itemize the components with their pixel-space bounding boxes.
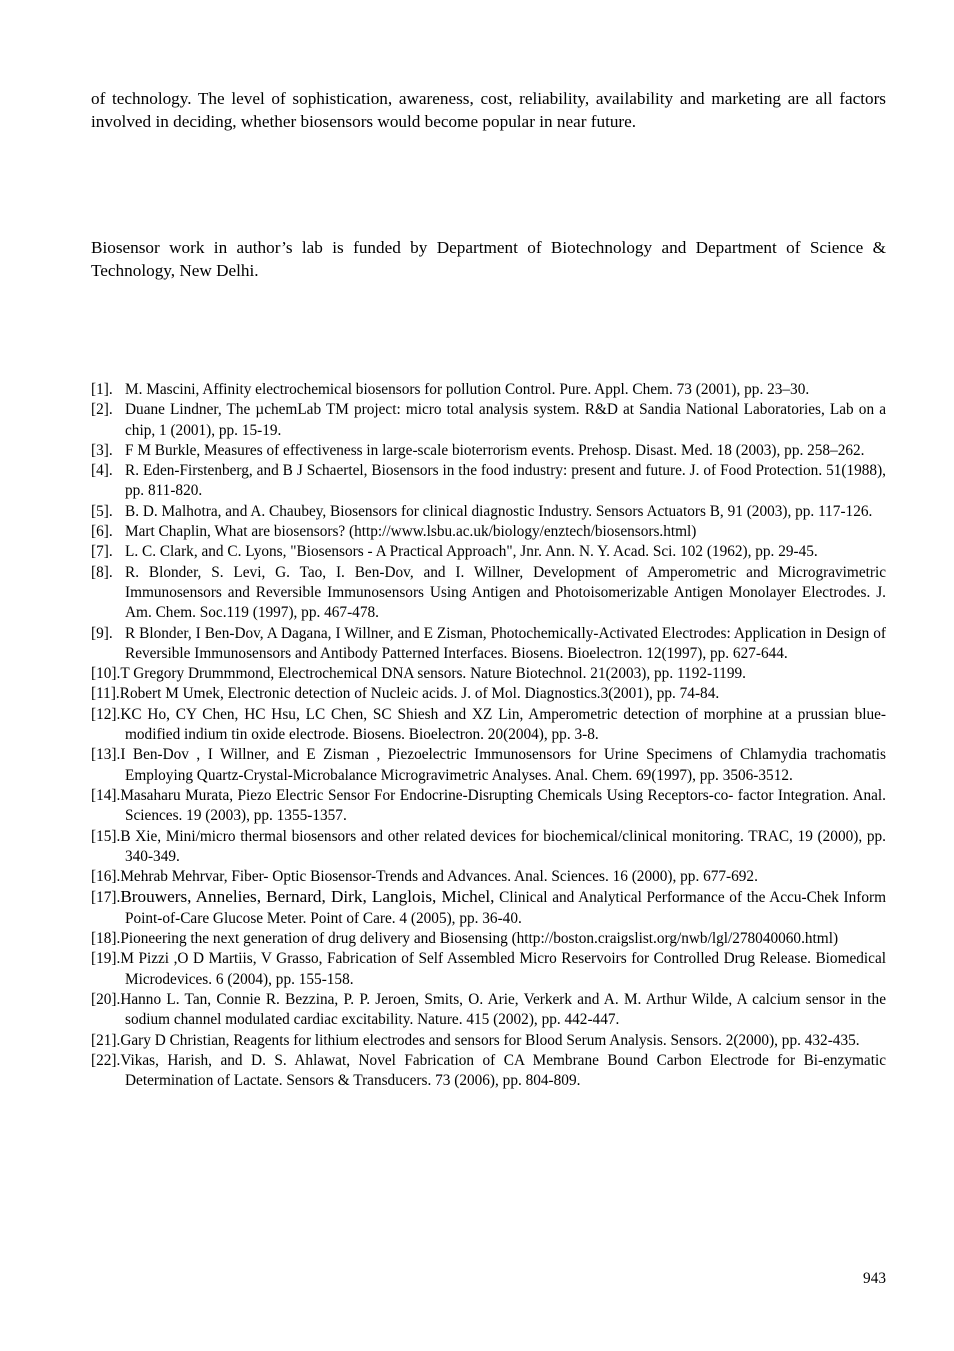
reference-number: [20]. bbox=[91, 990, 121, 1008]
reference-item bbox=[91, 542, 886, 562]
acknowledgement-paragraph: Biosensor work in author’s lab is funded by Department of Biotechnology and Department of Science & Technology, New Delhi. bbox=[91, 238, 886, 280]
body-paragraph: of technology. The level of sophistication, awareness, cost, reliability, availability and marketing are all factors involved in deciding, whether biosensors would become popular in near future. bbox=[91, 89, 886, 131]
page-content bbox=[91, 88, 886, 1091]
reference-number: [21]. bbox=[91, 1031, 121, 1049]
reference-text: M Pizzi ,O D Martiis, V Grasso, Fabrication of Self Assembled Micro Reservoirs for Controlled Drug Release. Biomedical Microdevices. 6 (2004), pp. 155-158. bbox=[120, 950, 886, 988]
reference-item bbox=[91, 867, 886, 887]
reference-number: [3]. bbox=[91, 441, 113, 459]
reference-number: [8]. bbox=[91, 563, 113, 581]
reference-number: [4]. bbox=[91, 462, 113, 480]
reference-number: [17]. bbox=[91, 889, 121, 907]
reference-number: [10]. bbox=[91, 665, 121, 683]
reference-number: [12]. bbox=[91, 705, 121, 723]
reference-authors: Brouwers, Annelies, Bernard, Dirk, Langlois, Michel, bbox=[120, 887, 495, 907]
reference-item bbox=[91, 684, 886, 704]
reference-text: KC Ho, CY Chen, HC Hsu, LC Chen, SC Shiesh and XZ Lin, Amperometric detection of morphine at a prussian blue- modified indium tin oxide electrode. Biosens. Bioelectron. 20(2004), pp. 3-8. bbox=[120, 705, 886, 744]
reference-item bbox=[91, 786, 886, 827]
reference-item bbox=[91, 624, 886, 665]
reference-item bbox=[91, 705, 886, 746]
reference-item bbox=[91, 990, 886, 1031]
reference-item bbox=[91, 400, 886, 441]
page-number: 943 bbox=[863, 1270, 886, 1287]
reference-text: Pioneering the next generation of drug delivery and Biosensing (http://boston.craigslist.org/nwb/lgl/278040060.html) bbox=[120, 930, 839, 948]
reference-number: [2]. bbox=[91, 401, 113, 419]
reference-number: [1]. bbox=[91, 381, 113, 398]
reference-item bbox=[91, 745, 886, 786]
reference-text: R Blonder, I Ben-Dov, A Dagana, I Willner, and E Zisman, Photochemically-Activated Electrodes: Application in Design of Reversible Immunosensors and Antibody Patterned Interfaces. Biosens. Bioelectron. 12(1997), pp. 627-644. bbox=[125, 624, 886, 662]
reference-number: [16]. bbox=[91, 868, 121, 886]
reference-item bbox=[91, 1031, 886, 1051]
reference-number: [19]. bbox=[91, 950, 121, 968]
reference-number: [18]. bbox=[91, 930, 121, 948]
reference-number: [11]. bbox=[91, 685, 120, 703]
reference-number: [13]. bbox=[91, 746, 121, 764]
reference-text: B. D. Malhotra, and A. Chaubey, Biosensors for clinical diagnostic Industry. Sensors Actuators B, 91 (2003), pp. 117-126. bbox=[125, 502, 873, 520]
reference-text: R. Blonder, S. Levi, G. Tao, I. Ben-Dov, and I. Willner, Development of Amperometric and Microgravimetric Immunosensors and Reversible Immunosensors Using Antigen and Photoisomerizable Antigen Monolayer Electrodes. J. Am. Chem. Soc.119 (1997), pp. 467-478. bbox=[125, 563, 886, 622]
reference-item bbox=[91, 441, 886, 461]
reference-text: F M Burkle, Measures of effectiveness in large-scale bioterrorism events. Prehosp. Disast. Med. 18 (2003), pp. 258–262. bbox=[125, 441, 865, 459]
reference-number: [14]. bbox=[91, 786, 121, 804]
reference-text: Mehrab Mehrvar, Fiber- Optic Biosensor-Trends and Advances. Anal. Sciences. 16 (2000), pp. 677-692. bbox=[120, 868, 758, 886]
reference-text: Mart Chaplin, What are biosensors? (http://www.lsbu.ac.uk/biology/enztech/biosensors.html) bbox=[125, 523, 697, 541]
reference-number: [22]. bbox=[91, 1051, 121, 1069]
reference-item bbox=[91, 563, 886, 624]
reference-item bbox=[91, 827, 886, 868]
reference-text: M. Mascini, Affinity electrochemical biosensors for pollution Control. Pure. Appl. Chem. 73 (2001), pp. 23–30. bbox=[125, 381, 810, 398]
reference-text: Hanno L. Tan, Connie R. Bezzina, P. P. Jeroen, Smits, O. Arie, Verkerk and A. M. Arthur Wilde, A calcium sensor in the sodium channel modulated cardiac excitability. Nature. 415 (2002), pp. 442-447. bbox=[120, 990, 886, 1029]
reference-item bbox=[91, 522, 886, 542]
reference-text: R. Eden-Firstenberg, and B J Schaertel, Biosensors in the food industry: present and future. J. of Food Protection. 51(1988), pp. 811-820. bbox=[125, 462, 886, 500]
reference-number: [7]. bbox=[91, 543, 113, 561]
reference-number: [9]. bbox=[91, 624, 113, 642]
reference-number: [6]. bbox=[91, 523, 113, 541]
reference-item bbox=[91, 502, 886, 522]
reference-item bbox=[91, 664, 886, 684]
reference-text: Gary D Christian, Reagents for lithium electrodes and sensors for Blood Serum Analysis. Sensors. 2(2000), pp. 432-435. bbox=[120, 1031, 860, 1049]
reference-number: [5]. bbox=[91, 502, 113, 520]
reference-item bbox=[91, 461, 886, 502]
reference-text: I Ben-Dov , I Willner, and E Zisman , Piezoelectric Immunosensors for Urine Specimens of Chlamydia trachomatis Employing Quartz-Crystal-Microbalance Microgravimetric Analyses. Anal. Chem. 69(1997), pp. 3506-3512. bbox=[120, 746, 886, 784]
reference-number: [15]. bbox=[91, 827, 121, 845]
reference-text: Vikas, Harish, and D. S. Ahlawat, Novel Fabrication of CA Membrane Bound Carbon Electrode for Bi-enzymatic Determination of Lactate. Sensors & Transducers. 73 (2006), pp. 804-809. bbox=[120, 1051, 886, 1090]
reference-text: T Gregory Drummmond, Electrochemical DNA sensors. Nature Biotechnol. 21(2003), pp. 1192-1199. bbox=[120, 665, 746, 683]
reference-item bbox=[91, 380, 886, 400]
reference-text: Clinical and Analytical Performance of the Accu-Chek Inform Point-of-Care Glucose Meter. Point of Care. 4 (2005), pp. 36-40. bbox=[125, 889, 887, 927]
reference-item bbox=[91, 949, 886, 990]
reference-text: Masaharu Murata, Piezo Electric Sensor For Endocrine-Disrupting Chemicals Using Receptors-co- factor Integration. Anal. Sciences. 19 (2003), pp. 1355-1357. bbox=[120, 786, 886, 825]
reference-text: B Xie, Mini/micro thermal biosensors and other related devices for biochemical/clinical monitoring. TRAC, 19 (2000), pp. 340-349. bbox=[120, 827, 886, 865]
reference-list bbox=[91, 380, 886, 1091]
reference-item bbox=[91, 929, 886, 949]
reference-item bbox=[91, 887, 886, 929]
reference-text: Duane Lindner, The µchemLab TM project: micro total analysis system. R&D at Sandia National Laboratories, Lab on a chip, 1 (2001), pp. 15-19. bbox=[125, 401, 886, 439]
reference-item bbox=[91, 1051, 886, 1092]
reference-text: L. C. Clark, and C. Lyons, "Biosensors - A Practical Approach", Jnr. Ann. N. Y. Acad. Sci. 102 (1962), pp. 29-45. bbox=[125, 543, 818, 561]
reference-text: Robert M Umek, Electronic detection of Nucleic acids. J. of Mol. Diagnostics.3(2001), pp. 74-84. bbox=[119, 685, 720, 703]
